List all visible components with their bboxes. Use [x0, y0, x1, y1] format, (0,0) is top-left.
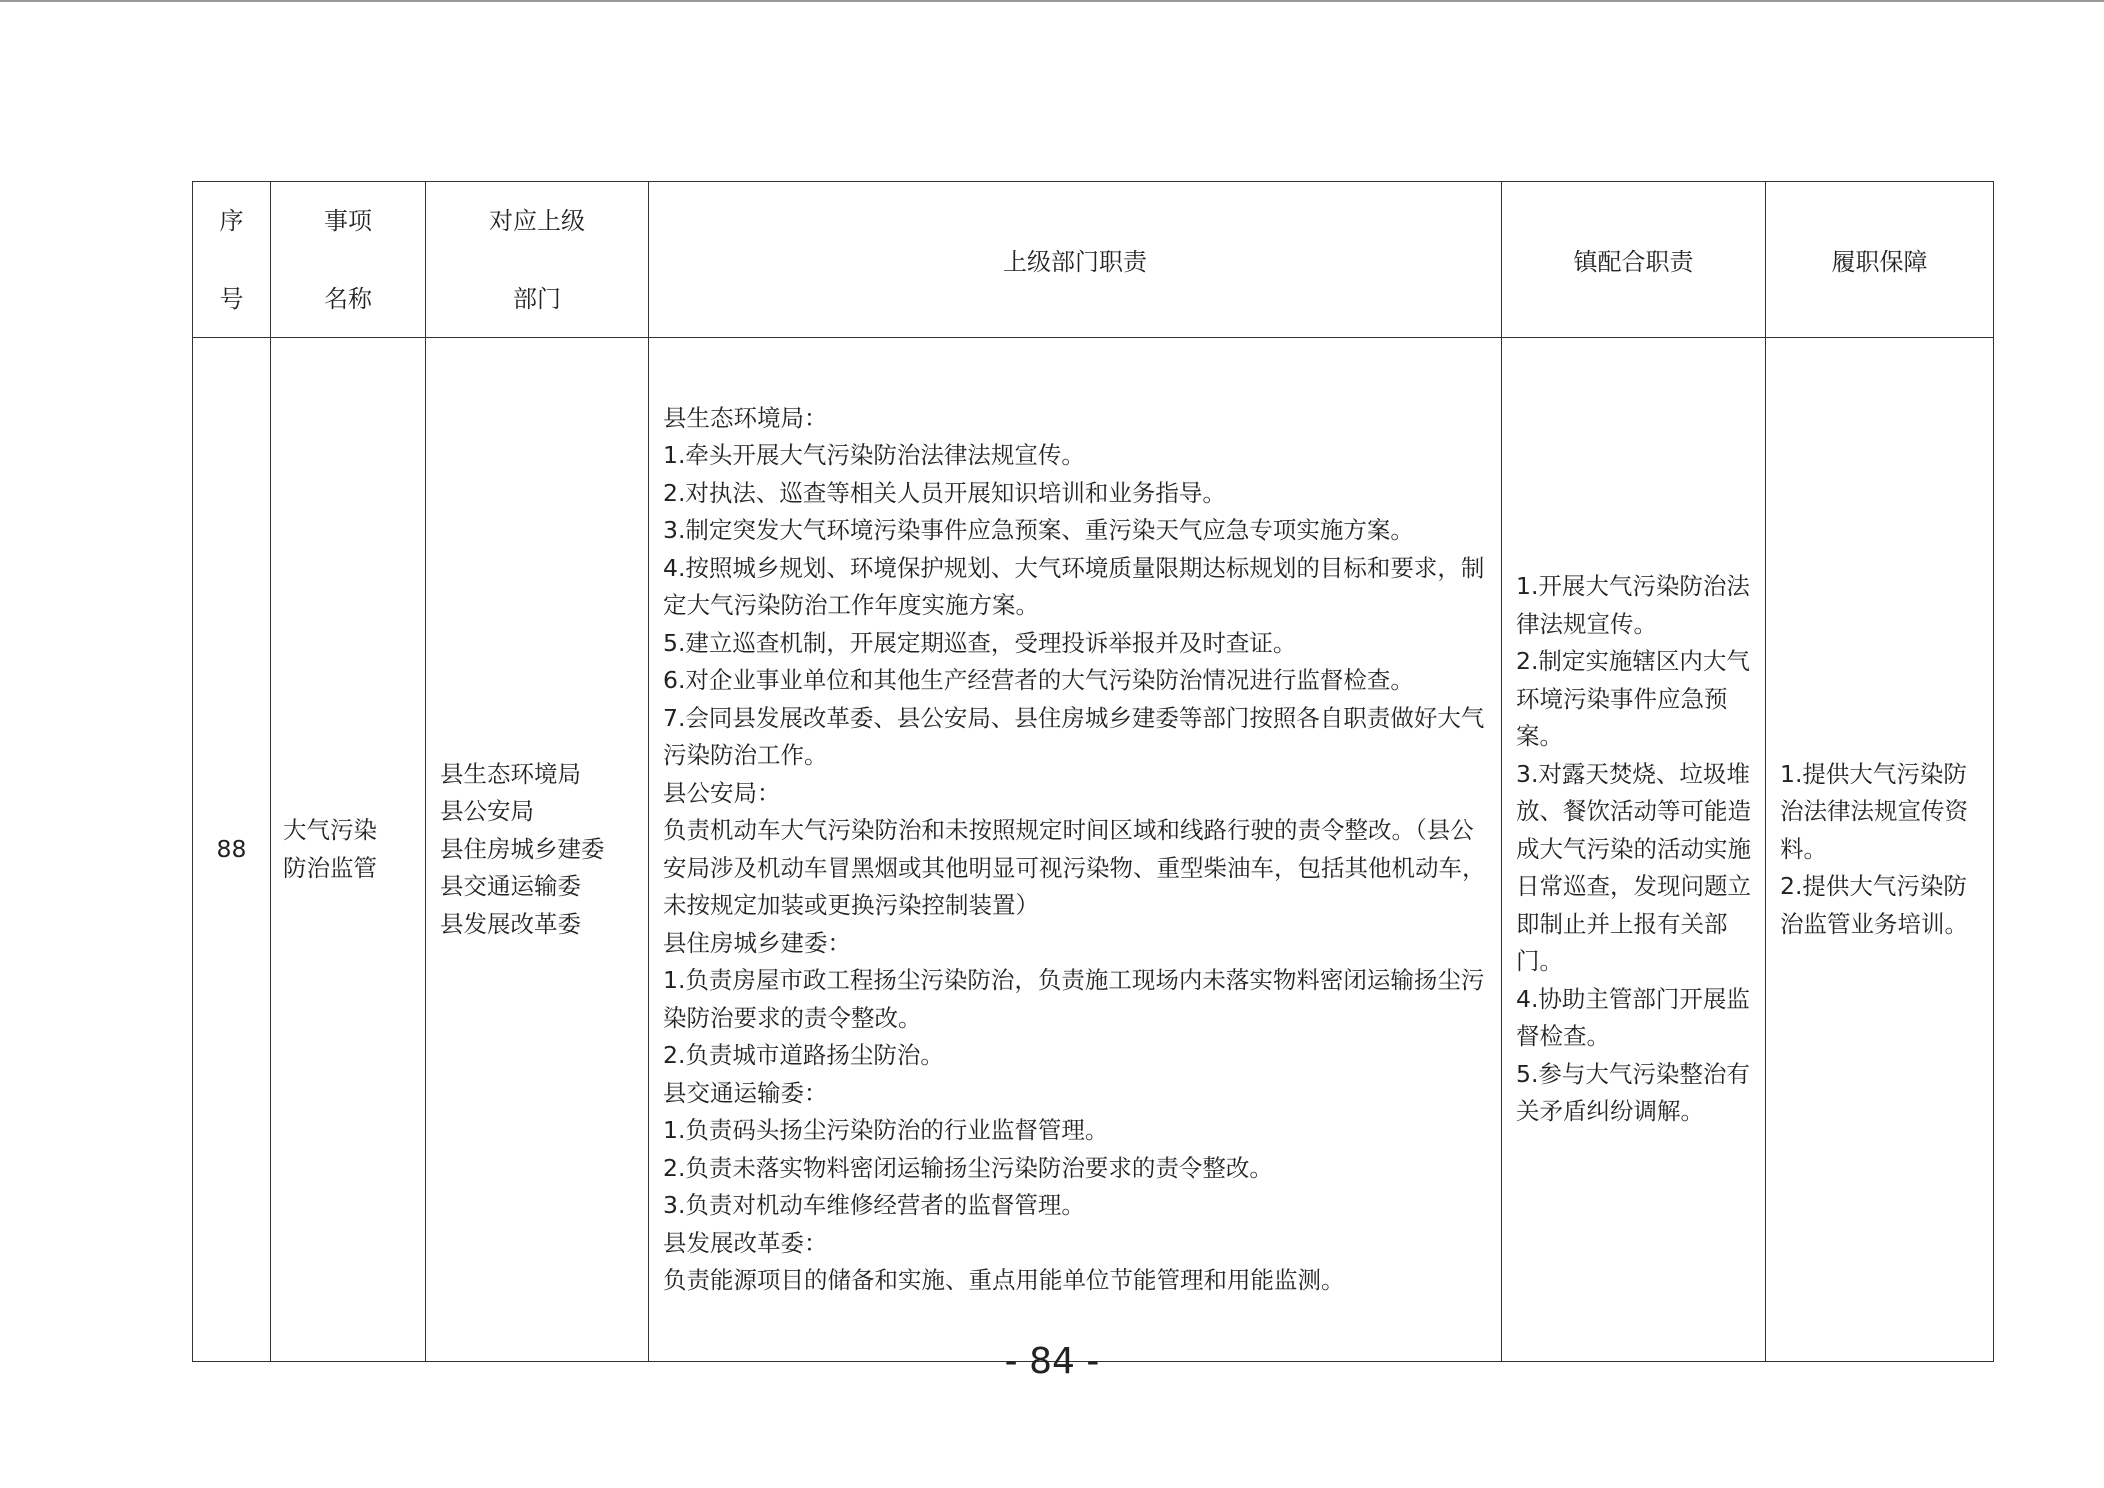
row-item-name	[271, 338, 426, 1362]
duty-paragraph: 县公安局：	[663, 778, 781, 807]
town-duty-item: 5.参与大气污染整治有关矛盾纠纷调解。	[1516, 1059, 1750, 1126]
guarantee-item: 2.提供大气污染防治监管业务培训。	[1780, 872, 1968, 938]
row-town-duties	[1502, 338, 1766, 1362]
duty-paragraph: 县住房城乡建委：	[663, 928, 851, 957]
duty-paragraph: 5.建立巡查机制，开展定期巡查，受理投诉举报并及时查证。	[663, 628, 1297, 657]
header-serial-number	[193, 182, 271, 338]
duty-paragraph: 3.制定突发大气环境污染事件应急预案、重污染天气应急专项实施方案。	[663, 516, 1414, 544]
table-header-row	[193, 182, 1994, 338]
header-item-name-line-2: 名称	[324, 284, 372, 313]
header-guarantee: 履职保障	[1766, 182, 1994, 338]
town-duty-item: 4.协助主管部门开展监督检查。	[1516, 984, 1750, 1051]
department-name: 县交通运输委	[440, 872, 581, 901]
guarantee-item: 1.提供大气污染防治法律法规宣传资料。	[1780, 759, 1968, 863]
duty-paragraph: 县生态环境局：	[663, 403, 828, 432]
duty-paragraph: 3.负责对机动车维修经营者的监督管理。	[663, 1191, 1085, 1219]
town-duty-item: 1.开展大气污染防治法律法规宣传。	[1516, 572, 1750, 638]
town-duty-item: 2.制定实施辖区内大气环境污染事件应急预案。	[1516, 647, 1750, 751]
row-superior-departments	[426, 338, 649, 1362]
duty-paragraph: 6.对企业事业单位和其他生产经营者的大气污染防治情况进行监督检查。	[663, 666, 1414, 694]
row-superior-duties	[649, 338, 1502, 1362]
department-name: 县住房城乡建委	[440, 834, 605, 863]
header-town-duties: 镇配合职责	[1502, 182, 1766, 338]
page-number: - 84 -	[1004, 1341, 1100, 1382]
header-superior-department-line-2: 部门	[513, 284, 561, 313]
header-item-name-line-1: 事项	[324, 206, 372, 235]
duty-paragraph: 1.负责码头扬尘污染防治的行业监督管理。	[663, 1116, 1109, 1144]
header-item-name	[271, 182, 426, 338]
duty-paragraph: 7.会同县发展改革委、县公安局、县住房城乡建委等部门按照各自职责做好大气污染防治工作。	[663, 703, 1485, 769]
duty-paragraph: 2.负责未落实物料密闭运输扬尘污染防治要求的责令整改。	[663, 1153, 1273, 1182]
department-name: 县发展改革委	[440, 909, 581, 938]
header-superior-duties: 上级部门职责	[649, 182, 1502, 338]
header-serial-number-line-2: 号	[219, 284, 244, 313]
duty-table	[192, 181, 1994, 1362]
header-superior-department-line-1: 对应上级	[489, 206, 585, 235]
table-row	[193, 338, 1994, 1362]
duty-paragraph: 1.牵头开展大气污染防治法律法规宣传。	[663, 441, 1085, 469]
item-name-line: 大气污染	[283, 816, 377, 844]
duty-paragraph: 2.对执法、巡查等相关人员开展知识培训和业务指导。	[663, 478, 1226, 507]
duty-paragraph: 2.负责城市道路扬尘防治。	[663, 1041, 944, 1069]
row-guarantee	[1766, 338, 1994, 1362]
department-name: 县公安局	[440, 797, 534, 826]
row-serial-number: 88	[193, 338, 271, 1362]
item-name-line: 防治监管	[283, 853, 377, 882]
header-serial-number-line-1: 序	[219, 206, 244, 235]
duty-paragraph: 县交通运输委：	[663, 1078, 828, 1107]
duty-paragraph: 4.按照城乡规划、环境保护规划、大气环境质量限期达标规划的目标和要求，制定大气污染防治工作年度实施方案。	[663, 553, 1485, 619]
duty-paragraph: 县发展改革委：	[663, 1228, 828, 1257]
duty-paragraph: 负责机动车大气污染防治和未按照规定时间区域和线路行驶的责令整改。（县公安局涉及机动车冒黑烟或其他明显可视污染物、重型柴油车，包括其他机动车，未按规定加装或更换污染控制装置）	[663, 816, 1486, 919]
header-superior-department	[426, 182, 649, 338]
top-border-line	[0, 0, 2104, 2]
duty-paragraph: 1.负责房屋市政工程扬尘污染防治，负责施工现场内未落实物料密闭运输扬尘污染防治要求的责令整改。	[663, 966, 1485, 1032]
department-name: 县生态环境局	[440, 759, 581, 788]
town-duty-item: 3.对露天焚烧、垃圾堆放、餐饮活动等可能造成大气污染的活动实施日常巡查，发现问题立即制止并上报有关部门。	[1516, 759, 1751, 976]
duty-paragraph: 负责能源项目的储备和实施、重点用能单位节能管理和用能监测。	[663, 1266, 1345, 1294]
